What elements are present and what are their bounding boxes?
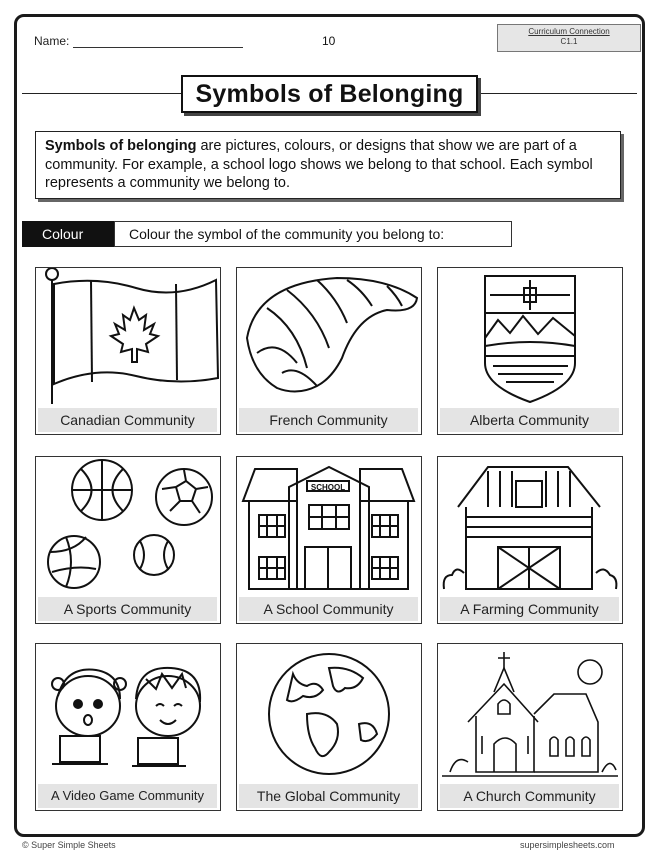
barn-icon bbox=[438, 457, 621, 595]
croissant-icon bbox=[237, 268, 420, 406]
definition-text: are pictures, colours, or designs that show we are part of a community. For example, a school logo shows we belong to that school. Each symbol represents a community we belong to. bbox=[45, 138, 593, 191]
definition-term: Symbols of belonging bbox=[45, 138, 197, 154]
name-field-row bbox=[34, 34, 243, 48]
name-input-line[interactable] bbox=[73, 36, 243, 48]
instruction-text: Colour the symbol of the community you belong to: bbox=[114, 221, 512, 247]
card-farming-community[interactable] bbox=[437, 456, 623, 624]
globe-icon bbox=[237, 644, 420, 782]
card-label: A School Community bbox=[239, 597, 418, 621]
card-label: A Sports Community bbox=[38, 597, 217, 621]
alberta-crest-icon bbox=[438, 268, 621, 406]
page-title: Symbols of Belonging bbox=[181, 75, 478, 113]
page-number: 10 bbox=[322, 34, 336, 48]
kids-gaming-icon bbox=[36, 644, 219, 782]
card-global-community[interactable] bbox=[236, 643, 422, 811]
card-label: French Community bbox=[239, 408, 418, 432]
card-label: The Global Community bbox=[239, 784, 418, 808]
definition-box bbox=[35, 131, 621, 199]
card-church-community[interactable] bbox=[437, 643, 623, 811]
curriculum-connection-box bbox=[497, 24, 641, 52]
school-sign-text: SCHOOL bbox=[310, 483, 346, 492]
card-alberta-community[interactable] bbox=[437, 267, 623, 435]
church-icon bbox=[438, 644, 621, 782]
card-label: A Video Game Community bbox=[38, 784, 217, 808]
canada-flag-icon bbox=[36, 268, 219, 406]
card-label: A Church Community bbox=[440, 784, 619, 808]
footer-website[interactable]: supersimplesheets.com bbox=[520, 840, 615, 850]
card-label: Alberta Community bbox=[440, 408, 619, 432]
name-label: Name: bbox=[34, 34, 70, 48]
curriculum-code: C1.1 bbox=[560, 37, 578, 46]
footer-copyright: © Super Simple Sheets bbox=[22, 840, 116, 850]
curriculum-title: Curriculum Connection bbox=[528, 27, 610, 36]
sports-balls-icon bbox=[36, 457, 219, 595]
instruction-tag: Colour bbox=[22, 221, 114, 247]
card-sports-community[interactable] bbox=[35, 456, 221, 624]
card-label: Canadian Community bbox=[38, 408, 217, 432]
card-label: A Farming Community bbox=[440, 597, 619, 621]
card-canadian-community[interactable] bbox=[35, 267, 221, 435]
card-video-game-community[interactable] bbox=[35, 643, 221, 811]
card-french-community[interactable] bbox=[236, 267, 422, 435]
card-school-community[interactable] bbox=[236, 456, 422, 624]
school-building-icon bbox=[237, 457, 420, 595]
